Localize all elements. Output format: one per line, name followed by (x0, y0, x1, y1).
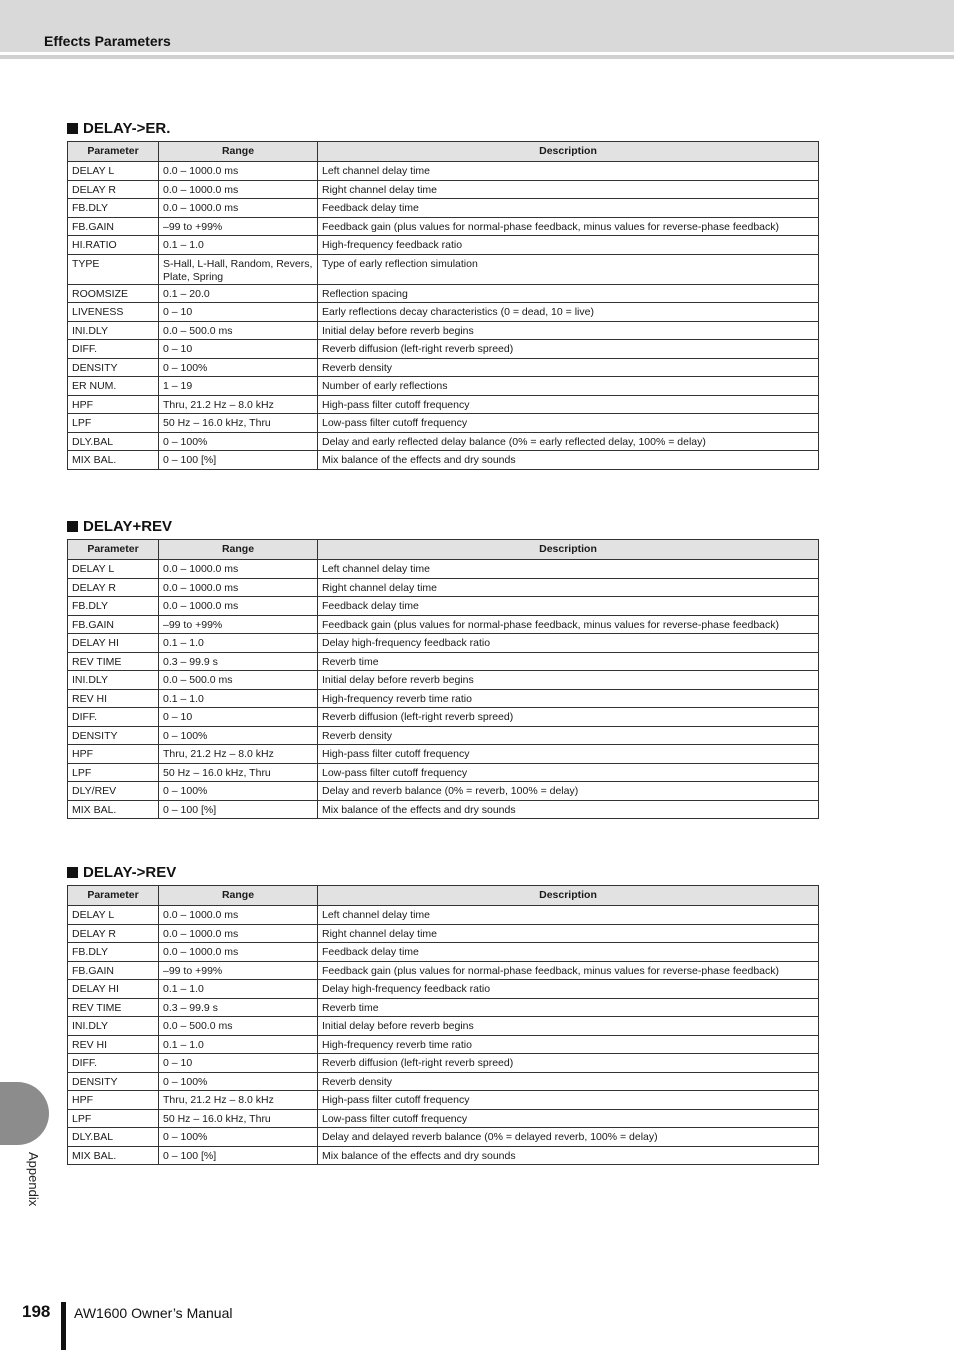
cell-description: Number of early reflections (318, 377, 819, 396)
cell-description: Reverb density (318, 1072, 819, 1091)
cell-description: Delay high-frequency feedback ratio (318, 980, 819, 999)
cell-description: Low-pass filter cutoff frequency (318, 763, 819, 782)
cell-description: Right channel delay time (318, 578, 819, 597)
cell-range: 50 Hz – 16.0 kHz, Thru (159, 1109, 318, 1128)
square-bullet-icon (67, 123, 78, 134)
cell-description: Feedback delay time (318, 943, 819, 962)
cell-range: 0.0 – 1000.0 ms (159, 162, 318, 181)
cell-parameter: MIX BAL. (68, 800, 159, 819)
cell-range: 0 – 10 (159, 708, 318, 727)
cell-range: 0 – 100 [%] (159, 451, 318, 470)
column-header-parameter: Parameter (68, 540, 159, 560)
cell-description: Left channel delay time (318, 162, 819, 181)
cell-parameter: HI.RATIO (68, 236, 159, 255)
cell-parameter: REV HI (68, 689, 159, 708)
cell-description: Reverb diffusion (left-right reverb spreed) (318, 340, 819, 359)
appendix-label: Appendix (26, 1152, 41, 1207)
cell-description: Delay and early reflected delay balance (0% = early reflected delay, 100% = delay) (318, 432, 819, 451)
cell-parameter: LPF (68, 414, 159, 433)
cell-description: Reflection spacing (318, 284, 819, 303)
column-header-description: Description (318, 142, 819, 162)
cell-description: Feedback gain (plus values for normal-phase feedback, minus values for reverse-phase feedback) (318, 217, 819, 236)
cell-parameter: MIX BAL. (68, 1146, 159, 1165)
cell-range: 0 – 100% (159, 1128, 318, 1147)
column-header-parameter: Parameter (68, 886, 159, 906)
cell-description: Feedback delay time (318, 597, 819, 616)
table-row (68, 377, 819, 396)
cell-range: S-Hall, L-Hall, Random, Revers, Plate, Spring (159, 254, 318, 284)
cell-description: High-pass filter cutoff frequency (318, 1091, 819, 1110)
table-row (68, 1146, 819, 1165)
cell-range: 0.0 – 500.0 ms (159, 671, 318, 690)
parameter-table (67, 141, 819, 470)
cell-parameter: DELAY L (68, 906, 159, 925)
cell-description: Reverb density (318, 358, 819, 377)
cell-parameter: ER NUM. (68, 377, 159, 396)
table-row (68, 358, 819, 377)
table-row (68, 236, 819, 255)
header-rule (0, 55, 954, 59)
cell-description: Reverb time (318, 652, 819, 671)
cell-parameter: ROOMSIZE (68, 284, 159, 303)
cell-range: 0.1 – 1.0 (159, 236, 318, 255)
table-row (68, 1017, 819, 1036)
cell-parameter: HPF (68, 1091, 159, 1110)
cell-description: Mix balance of the effects and dry sounds (318, 451, 819, 470)
cell-range: 0.0 – 1000.0 ms (159, 906, 318, 925)
cell-parameter: TYPE (68, 254, 159, 284)
table-row (68, 321, 819, 340)
table-row (68, 689, 819, 708)
cell-parameter: FB.GAIN (68, 615, 159, 634)
table-row (68, 943, 819, 962)
cell-range: 0 – 10 (159, 340, 318, 359)
page-header-title: Effects Parameters (44, 33, 171, 49)
table-row (68, 303, 819, 322)
cell-parameter: DIFF. (68, 1054, 159, 1073)
section-delay-to-rev (67, 861, 818, 1165)
cell-parameter: DENSITY (68, 358, 159, 377)
cell-description: High-pass filter cutoff frequency (318, 395, 819, 414)
cell-parameter: MIX BAL. (68, 451, 159, 470)
cell-range: 0 – 10 (159, 303, 318, 322)
page-number: 198 (22, 1302, 51, 1321)
column-header-range: Range (159, 142, 318, 162)
table-row (68, 961, 819, 980)
section-title: DELAY+REV (83, 517, 173, 535)
section-delay-er (67, 117, 818, 470)
section-delay-plus-rev (67, 515, 818, 819)
cell-description: Initial delay before reverb begins (318, 321, 819, 340)
table-header-row (68, 886, 819, 906)
cell-parameter: REV HI (68, 1035, 159, 1054)
table-row (68, 763, 819, 782)
cell-range: 50 Hz – 16.0 kHz, Thru (159, 763, 318, 782)
table-row (68, 1109, 819, 1128)
table-row (68, 998, 819, 1017)
table-row (68, 180, 819, 199)
cell-range: 0.0 – 1000.0 ms (159, 199, 318, 218)
appendix-side-tab (0, 1082, 49, 1145)
table-row (68, 671, 819, 690)
cell-parameter: DLY.BAL (68, 432, 159, 451)
section-title: DELAY->ER. (83, 119, 171, 137)
table-row (68, 414, 819, 433)
section-heading (67, 515, 818, 537)
cell-description: Reverb time (318, 998, 819, 1017)
cell-parameter: LIVENESS (68, 303, 159, 322)
cell-range: 0 – 100% (159, 432, 318, 451)
table-row (68, 1128, 819, 1147)
cell-parameter: FB.GAIN (68, 217, 159, 236)
parameter-table (67, 885, 819, 1165)
cell-range: 0.0 – 1000.0 ms (159, 578, 318, 597)
table-row (68, 745, 819, 764)
cell-range: 0.0 – 1000.0 ms (159, 180, 318, 199)
table-row (68, 578, 819, 597)
cell-description: Low-pass filter cutoff frequency (318, 414, 819, 433)
cell-range: 0.1 – 1.0 (159, 689, 318, 708)
cell-range: 0 – 100 [%] (159, 1146, 318, 1165)
cell-parameter: INI.DLY (68, 321, 159, 340)
cell-parameter: DENSITY (68, 1072, 159, 1091)
cell-range: 0.1 – 1.0 (159, 634, 318, 653)
cell-description: Feedback gain (plus values for normal-phase feedback, minus values for reverse-phase feedback) (318, 615, 819, 634)
cell-range: 0.0 – 500.0 ms (159, 321, 318, 340)
cell-range: 1 – 19 (159, 377, 318, 396)
cell-range: 0.0 – 500.0 ms (159, 1017, 318, 1036)
cell-parameter: INI.DLY (68, 1017, 159, 1036)
cell-range: –99 to +99% (159, 615, 318, 634)
cell-range: 0 – 100 [%] (159, 800, 318, 819)
cell-parameter: FB.DLY (68, 943, 159, 962)
table-header-row (68, 540, 819, 560)
table-row (68, 924, 819, 943)
table-row (68, 980, 819, 999)
column-header-description: Description (318, 886, 819, 906)
cell-parameter: DELAY R (68, 180, 159, 199)
cell-description: Low-pass filter cutoff frequency (318, 1109, 819, 1128)
cell-range: 0.0 – 1000.0 ms (159, 597, 318, 616)
table-row (68, 708, 819, 727)
cell-description: High-frequency feedback ratio (318, 236, 819, 255)
table-row (68, 1054, 819, 1073)
cell-range: 0.1 – 1.0 (159, 980, 318, 999)
table-row (68, 597, 819, 616)
cell-description: Delay high-frequency feedback ratio (318, 634, 819, 653)
table-row (68, 652, 819, 671)
cell-range: 0.0 – 1000.0 ms (159, 943, 318, 962)
table-row (68, 340, 819, 359)
cell-description: Reverb diffusion (left-right reverb spreed) (318, 1054, 819, 1073)
cell-description: Type of early reflection simulation (318, 254, 819, 284)
cell-range: Thru, 21.2 Hz – 8.0 kHz (159, 395, 318, 414)
cell-parameter: DELAY R (68, 578, 159, 597)
cell-parameter: FB.DLY (68, 597, 159, 616)
cell-range: 0.3 – 99.9 s (159, 998, 318, 1017)
cell-range: 0 – 100% (159, 726, 318, 745)
cell-range: 0 – 10 (159, 1054, 318, 1073)
cell-parameter: REV TIME (68, 652, 159, 671)
footer-bar (61, 1302, 66, 1350)
cell-parameter: DLY/REV (68, 782, 159, 801)
square-bullet-icon (67, 867, 78, 878)
cell-description: Left channel delay time (318, 906, 819, 925)
column-header-range: Range (159, 886, 318, 906)
column-header-description: Description (318, 540, 819, 560)
cell-range: 0.1 – 20.0 (159, 284, 318, 303)
table-row (68, 906, 819, 925)
cell-range: 0.0 – 1000.0 ms (159, 560, 318, 579)
cell-description: Initial delay before reverb begins (318, 1017, 819, 1036)
manual-title: AW1600 Owner’s Manual (74, 1305, 233, 1321)
cell-parameter: LPF (68, 763, 159, 782)
cell-description: Initial delay before reverb begins (318, 671, 819, 690)
square-bullet-icon (67, 521, 78, 532)
cell-range: 0 – 100% (159, 782, 318, 801)
section-title: DELAY->REV (83, 863, 177, 881)
cell-description: Delay and reverb balance (0% = reverb, 100% = delay) (318, 782, 819, 801)
table-row (68, 800, 819, 819)
cell-parameter: DLY.BAL (68, 1128, 159, 1147)
cell-parameter: INI.DLY (68, 671, 159, 690)
cell-range: 0.1 – 1.0 (159, 1035, 318, 1054)
cell-range: 0 – 100% (159, 358, 318, 377)
cell-description: Mix balance of the effects and dry sounds (318, 1146, 819, 1165)
cell-parameter: DELAY L (68, 560, 159, 579)
cell-range: 50 Hz – 16.0 kHz, Thru (159, 414, 318, 433)
cell-range: 0.3 – 99.9 s (159, 652, 318, 671)
cell-parameter: REV TIME (68, 998, 159, 1017)
cell-parameter: DIFF. (68, 708, 159, 727)
cell-description: Reverb density (318, 726, 819, 745)
cell-parameter: HPF (68, 745, 159, 764)
cell-parameter: FB.GAIN (68, 961, 159, 980)
table-row (68, 560, 819, 579)
cell-range: 0.0 – 1000.0 ms (159, 924, 318, 943)
column-header-parameter: Parameter (68, 142, 159, 162)
cell-parameter: DELAY HI (68, 634, 159, 653)
cell-parameter: DELAY R (68, 924, 159, 943)
cell-description: Right channel delay time (318, 924, 819, 943)
cell-range: 0 – 100% (159, 1072, 318, 1091)
column-header-range: Range (159, 540, 318, 560)
section-heading (67, 117, 818, 139)
cell-parameter: DELAY HI (68, 980, 159, 999)
cell-description: High-pass filter cutoff frequency (318, 745, 819, 764)
cell-description: Delay and delayed reverb balance (0% = delayed reverb, 100% = delay) (318, 1128, 819, 1147)
cell-description: Right channel delay time (318, 180, 819, 199)
cell-range: Thru, 21.2 Hz – 8.0 kHz (159, 1091, 318, 1110)
table-row (68, 217, 819, 236)
cell-description: Reverb diffusion (left-right reverb spreed) (318, 708, 819, 727)
table-row (68, 162, 819, 181)
cell-range: Thru, 21.2 Hz – 8.0 kHz (159, 745, 318, 764)
table-row (68, 1091, 819, 1110)
table-row (68, 254, 819, 284)
cell-parameter: HPF (68, 395, 159, 414)
table-row (68, 199, 819, 218)
table-row (68, 451, 819, 470)
cell-description: Mix balance of the effects and dry sounds (318, 800, 819, 819)
cell-parameter: DIFF. (68, 340, 159, 359)
table-row (68, 726, 819, 745)
section-heading (67, 861, 818, 883)
cell-description: High-frequency reverb time ratio (318, 1035, 819, 1054)
table-row (68, 1072, 819, 1091)
cell-range: –99 to +99% (159, 217, 318, 236)
cell-description: High-frequency reverb time ratio (318, 689, 819, 708)
table-row (68, 634, 819, 653)
cell-parameter: LPF (68, 1109, 159, 1128)
cell-range: –99 to +99% (159, 961, 318, 980)
table-row (68, 432, 819, 451)
table-row (68, 615, 819, 634)
cell-parameter: DELAY L (68, 162, 159, 181)
table-row (68, 284, 819, 303)
cell-parameter: DENSITY (68, 726, 159, 745)
table-header-row (68, 142, 819, 162)
cell-description: Left channel delay time (318, 560, 819, 579)
cell-parameter: FB.DLY (68, 199, 159, 218)
parameter-table (67, 539, 819, 819)
table-row (68, 1035, 819, 1054)
table-row (68, 395, 819, 414)
table-row (68, 782, 819, 801)
cell-description: Early reflections decay characteristics (0 = dead, 10 = live) (318, 303, 819, 322)
cell-description: Feedback delay time (318, 199, 819, 218)
cell-description: Feedback gain (plus values for normal-phase feedback, minus values for reverse-phase feedback) (318, 961, 819, 980)
